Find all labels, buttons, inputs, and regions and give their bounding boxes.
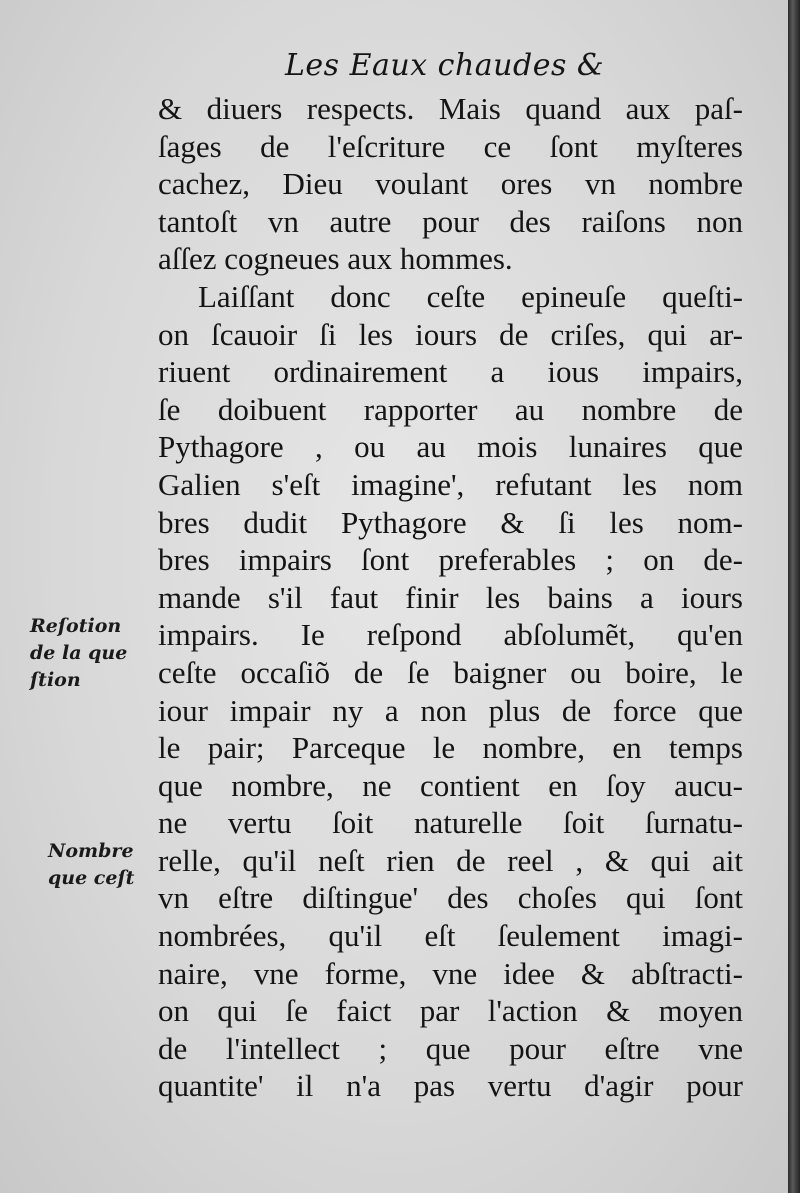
margin-note-line: ſtion <box>30 669 81 691</box>
text-line: cachez, Dieu voulant ores vn nombre <box>158 166 743 202</box>
text-line: relle, qu'il neſt rien de reel , & qui ait <box>158 842 743 878</box>
text-line: ne vertu ſoit naturelle ſoit ſurnatu- <box>158 805 743 841</box>
text-line: le pair; Parceque le nombre, en temps <box>158 730 743 766</box>
body-text <box>158 90 743 1105</box>
margin-note-line: Nombre <box>48 840 134 862</box>
text-line: iour impair ny a non plus de force que <box>158 692 743 728</box>
text-line: aſſez cogneues aux hommes. <box>158 241 513 277</box>
text-line: nombrées, qu'il eſt ſeulement imagi- <box>158 918 743 954</box>
text-line: vn eſtre diſtingue' des choſes qui ſont <box>158 880 743 916</box>
text-line: Galien s'eſt imagine', refutant les nom <box>158 466 743 502</box>
text-line: ſe doibuent rapporter au nombre de <box>158 391 743 427</box>
text-line: tantoſt vn autre pour des raiſons non <box>158 203 743 239</box>
text-line: riuent ordinairement a ious impairs, <box>158 354 743 390</box>
text-line: impairs. Ie reſpond abſolumẽt, qu'en <box>158 617 743 653</box>
text-line: que nombre, ne contient en ſoy aucu- <box>158 767 743 803</box>
text-line: Pythagore , ou au mois lunaires que <box>158 429 743 465</box>
text-line: on qui ſe faict par l'action & moyen <box>158 993 743 1029</box>
page-edge-shadow <box>788 0 800 1193</box>
text-line: naire, vne forme, vne idee & abſtracti- <box>158 955 743 991</box>
text-line: & diuers respects. Mais quand aux paſ- <box>158 91 743 126</box>
text-line: mande s'il faut finir les bains a iours <box>158 579 743 615</box>
text-line: quantite' il n'a pas vertu d'agir pour <box>158 1068 743 1104</box>
text-line: bres dudit Pythagore & ſi les nom- <box>158 504 743 540</box>
margin-note-line: Reſotion <box>30 615 122 637</box>
text-line: ceſte occaſiõ de ſe baigner ou boire, le <box>158 654 743 690</box>
paragraph-start-line: Laiſſant donc ceſte epineuſe queſti- <box>198 278 743 314</box>
text-line: bres impairs ſont preferables ; on de- <box>158 542 743 578</box>
margin-note-nombre <box>48 838 178 892</box>
running-head: Les Eaux chaudes & <box>285 48 605 83</box>
text-line: on ſcauoir ſi les iours de criſes, qui ar- <box>158 316 743 352</box>
margin-note-line: que ceſt <box>48 867 135 889</box>
margin-note-line: de la que <box>30 642 128 664</box>
text-line: ſages de l'eſcriture ce ſont myſteres <box>158 128 743 164</box>
margin-note-resolution <box>30 613 160 694</box>
text-line: de l'intellect ; que pour eſtre vne <box>158 1030 743 1066</box>
